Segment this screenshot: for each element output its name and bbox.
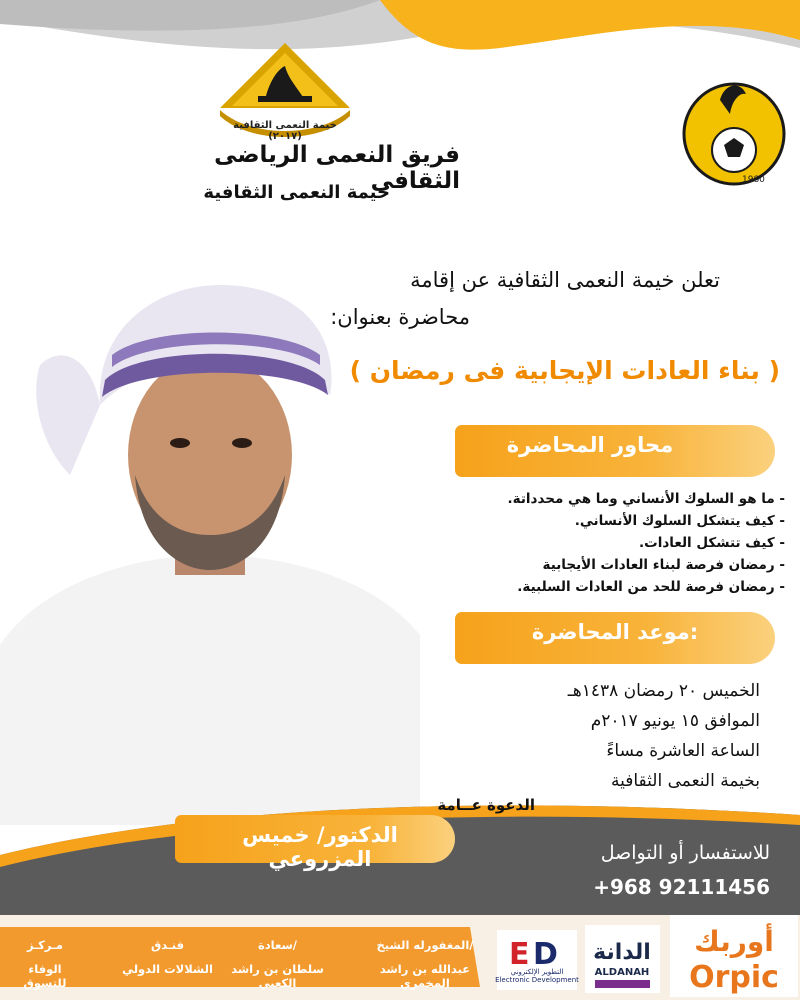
ed-logo-caption [492, 968, 582, 984]
lecture-title: ( بناء العادات الإيجابية فى رمضان ) [349, 356, 780, 385]
schedule-line: الموافق ١٥ يونيو ٢٠١٧م [590, 711, 760, 731]
sponsor-line: مـركـز [27, 938, 63, 952]
schedule-line: الخميس ٢٠ رمضان ١٤٣٨هـ [567, 681, 760, 701]
aldanah-arabic: الدانة [593, 940, 651, 965]
ed-english: Electronic Development [495, 976, 579, 984]
intro-line-1: تعلن خيمة النعمى الثقافية عن إقامة [410, 268, 720, 292]
sponsor-line: سعادة/ [257, 938, 297, 952]
axes-list [440, 488, 785, 598]
sponsor-line: فنـدق [150, 938, 185, 952]
svg-text:D: D [533, 937, 558, 972]
sponsor-line: الوفاء للتسوق [23, 962, 67, 990]
sponsor-line: الشلالات الدولي [122, 962, 213, 976]
sponsor-shalalat-hotel [120, 938, 215, 976]
axes-item: - كيف يتشكل السلوك الأنساني. [574, 513, 785, 529]
speaker-portrait [0, 285, 420, 825]
sponsor-line: المغفورله الشيخ/ [376, 938, 474, 952]
sponsor-wafa-shopping [10, 938, 80, 990]
org-title: فريق النعمى الرياضى الثقافى [214, 142, 460, 194]
speaker-name: الدكتور/ خميس المزروعي [242, 823, 398, 871]
axes-item: - كيف تتشكل العادات. [639, 535, 785, 551]
sponsor-line: سلطان بن راشد الكعبي [231, 962, 324, 990]
sponsor-line: عبدالله بن راشد المخمري [379, 962, 471, 990]
axes-item: - رمضان فرصة لبناء العادات الأيجابية [542, 557, 785, 573]
contact-label: للاستفسار أو التواصل [600, 842, 770, 864]
orpic-logo [670, 915, 798, 997]
orpic-arabic: أوربك [694, 925, 774, 958]
contact-phone: +968 92111456 [593, 875, 770, 899]
ed-arabic: التطوير الإلكتروني [510, 968, 564, 976]
public-invitation: الدعوة عــامة [437, 796, 535, 814]
schedule-line: الساعة العاشرة مساءً [606, 741, 760, 761]
tent-logo-caption: خيمة النعمى الثقافية (٢٠١٧) [233, 120, 337, 142]
svg-text:E: E [509, 937, 530, 972]
sponsor-sultan-alkaabi [220, 938, 335, 990]
org-subtitle: خيمة النعمى الثقافية [203, 182, 390, 203]
intro-line-2: محاضرة بعنوان: [330, 305, 470, 329]
sponsor-abdullah-almakhmari [365, 938, 485, 990]
axes-item: - رمضان فرصة للحد من العادات السلبية. [517, 579, 785, 595]
schedule-line: بخيمة النعمى الثقافية [611, 771, 760, 791]
aldanah-logo [585, 925, 660, 993]
badge-year: 1980 [742, 175, 765, 185]
aldanah-english: ALDANAH [594, 967, 650, 978]
orpic-english: Orpic [689, 960, 779, 995]
axes-heading: محاور المحاضرة [506, 433, 674, 457]
schedule-details [450, 676, 760, 796]
club-badge-logo [680, 70, 788, 190]
axes-item: - ما هو السلوك الأنساني وما هي محدداتة. [507, 491, 785, 507]
schedule-heading: موعد المحاضرة: [531, 620, 699, 644]
